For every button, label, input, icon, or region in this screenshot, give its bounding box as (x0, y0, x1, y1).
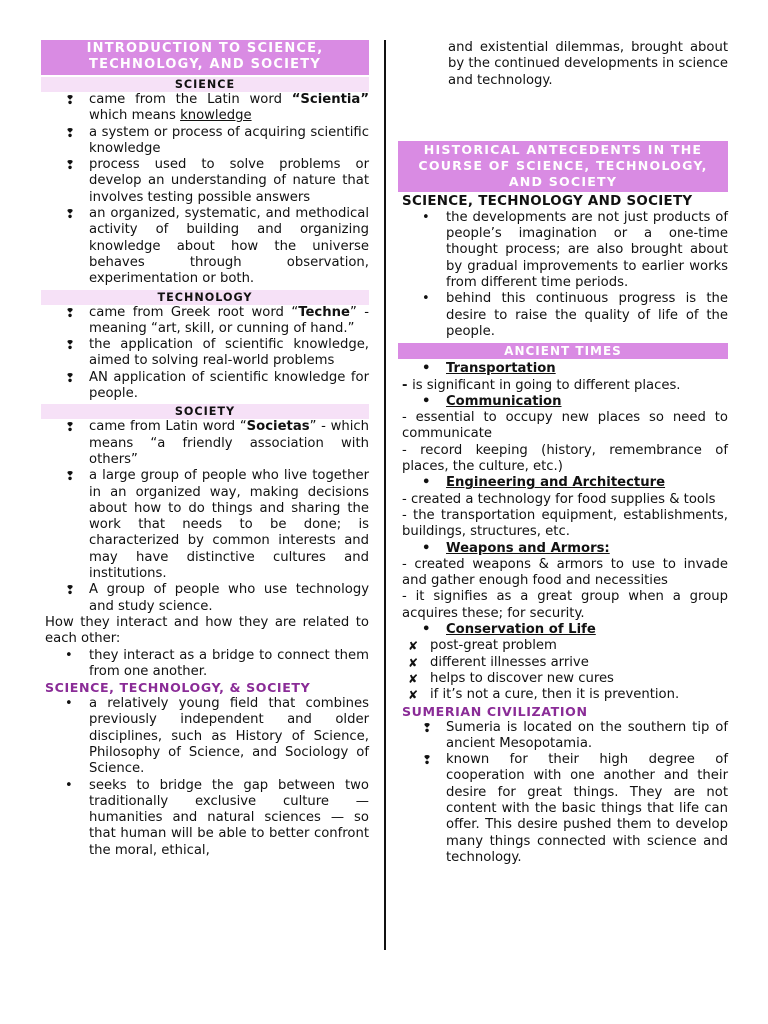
cross-icon: ✘ (408, 671, 419, 686)
sts-list (41, 696, 369, 859)
bullet-dot-icon: • (422, 361, 431, 377)
item-text: they interact as a bridge to connect them from one another. (89, 647, 369, 679)
title-text: Weapons and Armors: (446, 540, 610, 556)
list-item (41, 125, 369, 158)
conservation-title (398, 622, 728, 638)
bullet-dot-icon: • (422, 291, 430, 307)
communication-line: - essential to occupy new places so need to communicate (402, 410, 728, 442)
bullet-icon: ❢ (65, 93, 76, 107)
item-term: “Scientia” (291, 92, 369, 107)
column-divider (384, 40, 386, 950)
weapons-line: - it signifies as a great group when a group acquires these; for security. (402, 589, 728, 621)
item-text: different illnesses arrive (430, 654, 589, 670)
technology-list (41, 305, 369, 403)
title-text: Communication (446, 393, 562, 409)
list-item (398, 638, 728, 654)
bullet-dot-icon: • (422, 209, 430, 225)
main-header: INTRODUCTION TO SCIENCE, TECHNOLOGY, AND SOCIETY (41, 40, 369, 75)
item-term: Societas (246, 419, 310, 435)
list-item (41, 468, 369, 582)
list-item (41, 582, 369, 615)
communication-title (398, 394, 728, 410)
engineering-line: - the transportation equipment, establishments, buildings, structures, etc. (402, 507, 728, 540)
bullet-icon: ❢ (65, 207, 76, 222)
list-item (398, 210, 728, 291)
bullet-dot-icon: • (422, 393, 431, 409)
bullet-icon: ❢ (65, 469, 76, 484)
list-item (398, 720, 728, 753)
society-answer-list (41, 648, 369, 681)
item-text: is significant in going to different places. (412, 377, 681, 393)
ancient-times-header: ANCIENT TIMES (398, 343, 728, 359)
item-text: ” - meaning “art, skill, or cunning of hand.” (89, 304, 369, 336)
bullet-dot-icon: • (65, 777, 73, 793)
weapons-title (398, 541, 728, 557)
list-item (398, 687, 728, 703)
engineering-line: - created a technology for food supplies & tools (402, 491, 716, 507)
sts-title: SCIENCE, TECHNOLOGY, & SOCIETY (45, 680, 311, 696)
continuation-text: and existential dilemmas, brought about by the continued developments in science and technology. (448, 40, 728, 88)
left-column (41, 40, 369, 859)
list-item (41, 157, 369, 206)
item-text: a relatively young field that combines previously independent and older disciplines, such as History of Science, Philosophy of Science, and Sociology of Science. (89, 696, 369, 777)
bullet-icon: ❢ (65, 338, 76, 353)
engineering-title (398, 475, 728, 491)
bullet-icon: ❢ (65, 305, 76, 320)
cross-icon: ✘ (408, 639, 419, 654)
list-item (398, 291, 728, 340)
bullet-icon: ❢ (65, 370, 76, 385)
bullet-dot-icon: • (422, 540, 431, 556)
item-text: known for their high degree of cooperation with one another and their desire for great things. They are not content with the basic things that life can offer. This desire pushed them to develop many things connected with science and technology. (446, 752, 728, 865)
list-item (41, 305, 369, 338)
list-item (41, 370, 369, 403)
bullet-dot-icon: • (422, 622, 431, 638)
sts-title-right: SCIENCE, TECHNOLOGY AND SOCIETY (402, 193, 693, 209)
bullet-dot-icon: • (422, 475, 431, 491)
item-underlined: knowledge (180, 108, 252, 124)
item-text: Sumeria is located on the southern tip of ancient Mesopotamia. (446, 719, 728, 751)
bullet-icon: ❢ (65, 125, 76, 140)
transportation-title (398, 361, 728, 377)
bullet-dot-icon: • (65, 696, 73, 712)
item-text: came from Latin word “ (89, 419, 247, 435)
bullet-icon: ❢ (65, 158, 76, 173)
item-text: a large group of people who live together in an organized way, making decisions about how to do things and sharing the work that needs to be done; is characterized by common interests and may have distinctive cultures and institutions. (89, 468, 369, 582)
item-text: the developments are not just products of people’s imagination or a one-time thought process; are also brought about by gradual improvements to earlier works from different time periods. (446, 209, 728, 291)
list-item (398, 752, 728, 866)
bullet-icon: ❢ (422, 753, 433, 768)
item-text: ” - which means “a friendly association with others” (89, 419, 369, 467)
list-item (41, 419, 369, 468)
society-list (41, 419, 369, 615)
list-item (41, 206, 369, 287)
bullet-icon: ❢ (65, 583, 76, 598)
transportation-text (402, 378, 728, 394)
item-text: the application of scientific knowledge, aimed to solving real-world problems (89, 337, 369, 369)
item-text: A group of people who use technology and study science. (89, 582, 369, 614)
item-text: seeks to bridge the gap between two traditionally exclusive culture — humanities and natural sciences — so that human will be able to better confront the moral, ethical, (89, 777, 369, 858)
item-term: Techne (298, 304, 350, 320)
dash-mark: - (402, 377, 413, 393)
science-list (41, 92, 369, 288)
list-item (41, 92, 369, 125)
bullet-dot-icon: • (65, 647, 73, 663)
item-text: AN application of scientific knowledge for people. (89, 369, 369, 402)
list-item (41, 696, 369, 777)
society-question: How they interact and how they are related to each other: (45, 614, 369, 647)
society-header: SOCIETY (41, 404, 369, 419)
communication-line: - record keeping (history, remembrance of places, the culture, etc.) (402, 442, 728, 475)
item-text: if it’s not a cure, then it is prevention. (430, 687, 680, 703)
title-text: Transportation (446, 361, 556, 377)
list-item (41, 778, 369, 859)
conservation-list (398, 638, 728, 703)
list-item (41, 337, 369, 370)
item-text: which means (89, 108, 181, 124)
sumerian-title: SUMERIAN CIVILIZATION (402, 703, 588, 719)
sts-right-list (398, 210, 728, 340)
science-header: SCIENCE (41, 77, 369, 92)
title-text: Conservation of Life (446, 622, 596, 638)
item-text: came from Greek root word “ (89, 304, 299, 320)
right-column (398, 40, 728, 866)
sumerian-list (398, 720, 728, 867)
item-text: process used to solve problems or develop an understanding of nature that involves testing possible answers (89, 157, 369, 205)
historical-header: HISTORICAL ANTECEDENTS IN THE COURSE OF SCIENCE, TECHNOLOGY, AND SOCIETY (398, 141, 728, 192)
technology-header: TECHNOLOGY (41, 290, 369, 305)
weapons-line: - created weapons & armors to use to invade and gather enough food and necessities (402, 556, 728, 589)
item-text: behind this continuous progress is the desire to raise the quality of life of the people. (446, 291, 728, 339)
list-item (398, 671, 728, 687)
list-item (41, 648, 369, 681)
bullet-icon: ❢ (65, 420, 76, 435)
bullet-icon: ❢ (422, 720, 433, 735)
item-text: post-great problem (430, 638, 557, 654)
item-text: came from the Latin word (89, 92, 292, 107)
list-item (398, 655, 728, 671)
title-text: Engineering and Architecture (446, 475, 666, 491)
cross-icon: ✘ (408, 688, 419, 703)
cross-icon: ✘ (408, 655, 419, 670)
item-text: an organized, systematic, and methodical activity of building and organizing knowledge about how the universe behaves through observation, experimentation or both. (89, 206, 369, 287)
item-text: a system or process of acquiring scientific knowledge (89, 124, 369, 156)
item-text: helps to discover new cures (430, 670, 614, 686)
